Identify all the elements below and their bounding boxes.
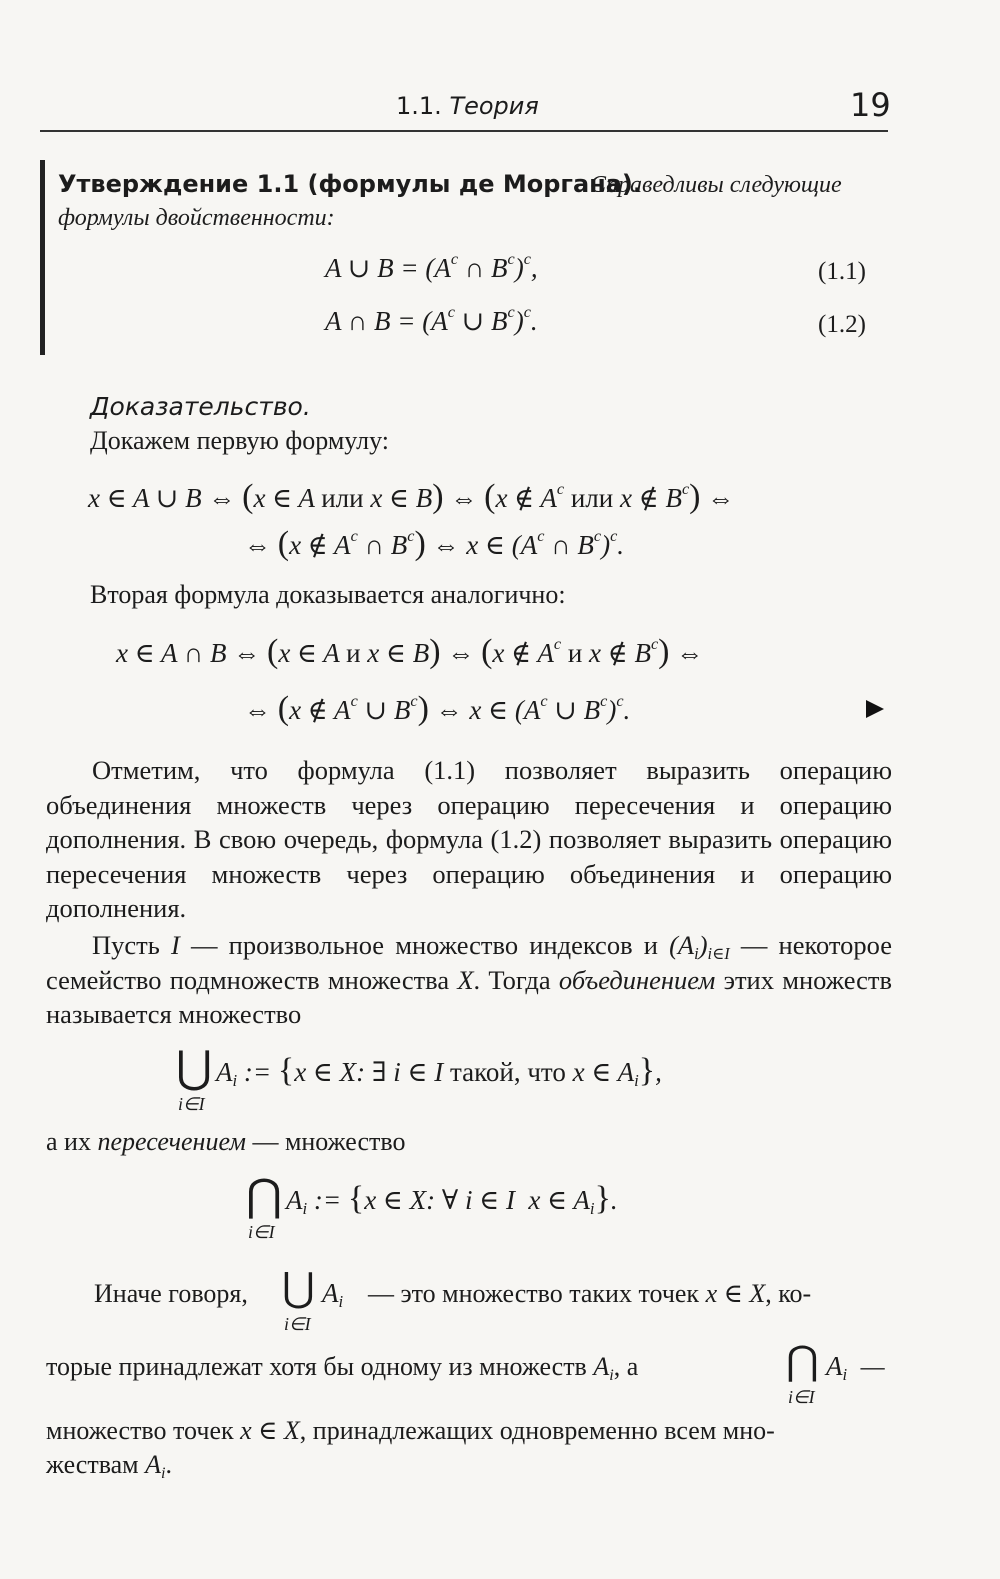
equation-1-2: A ∩ $B = (A^c$ ∪ $B^c)^c$. xyxy=(325,303,538,336)
text-run: множество точек xyxy=(46,1416,234,1445)
theorem-bar xyxy=(40,160,45,355)
word-or: или xyxy=(570,483,614,513)
header-rule xyxy=(40,130,888,132)
paragraph xyxy=(46,928,892,1032)
text-run: а xyxy=(626,1352,639,1381)
section-title: Теория xyxy=(449,92,539,120)
equation-label: (1.1) xyxy=(818,258,866,285)
paragraph-text: Пусть I — произвольное множество индексов и $(A_i)_{i\in I}$ — некоторое семейство подмножеств множества X. Тогда объединением этих множеств называется множество xyxy=(46,930,892,1029)
paragraph-text: Отметим, что формула (1.1) позволяет выразить операцию объединения множеств через операцию пересечения и операцию дополнения. В свою очередь, формула (1.2) позволяет выразить операцию пересечения множеств через операцию объединения и операцию дополнения. xyxy=(46,755,892,923)
paragraph: — это множество таких точек x ∈ X, ко- xyxy=(368,1279,812,1308)
text-run: — произвольное множество индексов и xyxy=(191,930,658,960)
proof-equation: x ∈ A ∪ B ⇔ (x ∈ A или x ∈ B) ⇔ (x ∉ $A^c$ или x ∉ $B^c$) ⇔ xyxy=(88,478,735,515)
proof-equation: ⇔ (x ∉ $A^c$ ∪ $B^c$) ⇔ x ∈ ($A^c$ ∪ $B^c)^c$. xyxy=(244,690,631,727)
theorem-text: формулы двойственности: xyxy=(58,205,335,231)
proof-equation: x ∈ A ∩ B ⇔ (x ∈ A и x ∈ B) ⇔ (x ∉ $A^c$ и x ∉ $B^c$) ⇔ xyxy=(116,633,704,670)
proof-heading: Доказательство. xyxy=(90,392,311,421)
text-run: Тогда xyxy=(488,964,551,995)
paragraph: жествам $A_i$. xyxy=(46,1450,173,1482)
text-run: ко- xyxy=(778,1279,812,1308)
running-header xyxy=(396,92,539,120)
paragraph xyxy=(46,753,892,926)
section-number: 1.1. xyxy=(396,92,442,120)
paragraph: множество точек x ∈ X, принадлежащих одновременно всем мно- xyxy=(46,1416,775,1445)
proof-line: Докажем первую формулу: xyxy=(90,426,390,455)
theorem-text: Справедливы следующие xyxy=(590,172,842,198)
text-run: принадлежащих одновременно всем мно- xyxy=(312,1416,775,1445)
theorem-heading: Утверждение 1.1 (формулы де Моргана). xyxy=(58,170,643,198)
text-run: такой, что xyxy=(450,1057,566,1087)
text-run: — это множество таких точек xyxy=(368,1279,700,1308)
paragraph xyxy=(94,1279,248,1309)
word-or: или xyxy=(321,483,364,513)
text-run: Иначе говоря, xyxy=(94,1279,248,1308)
text-run: а их xyxy=(46,1127,91,1156)
page-number: 19 xyxy=(850,86,891,124)
word-and: и xyxy=(567,638,583,668)
big-intersection-icon: ⋂ xyxy=(246,1170,283,1221)
text-run: — некоторое семейство подмножеств множества xyxy=(46,930,892,995)
qed-icon xyxy=(866,700,884,718)
emphasis: объединением xyxy=(558,964,716,995)
paragraph: торые принадлежат хотя бы одному из множеств $A_i$, а xyxy=(46,1352,639,1384)
text-run: этих множеств называется множество xyxy=(46,964,892,1029)
word-and: и xyxy=(346,638,361,668)
equation-1-1: A ∪ $B = (A^c$ ∩ $B^c)^c$, xyxy=(325,250,538,283)
big-union-icon: ⋃ xyxy=(176,1042,213,1093)
proof-equation: ⇔ (x ∉ $A^c$ ∩ $B^c$) ⇔ x ∈ ($A^c$ ∩ $B^c)^c$. xyxy=(244,525,625,562)
emphasis: пересечением xyxy=(97,1127,246,1156)
text-run: — множество xyxy=(252,1127,406,1156)
text-run: Пусть xyxy=(92,930,160,960)
proof-line: Вторая формула доказывается аналогично: xyxy=(90,580,566,609)
paragraph xyxy=(46,1127,405,1157)
text-run: жествам xyxy=(46,1450,139,1479)
equation-label: (1.2) xyxy=(818,311,866,338)
big-union-icon: ⋃ xyxy=(282,1265,315,1311)
big-intersection-icon: ⋂ xyxy=(786,1338,819,1384)
text-run: торые принадлежат хотя бы одному из множеств xyxy=(46,1352,587,1381)
